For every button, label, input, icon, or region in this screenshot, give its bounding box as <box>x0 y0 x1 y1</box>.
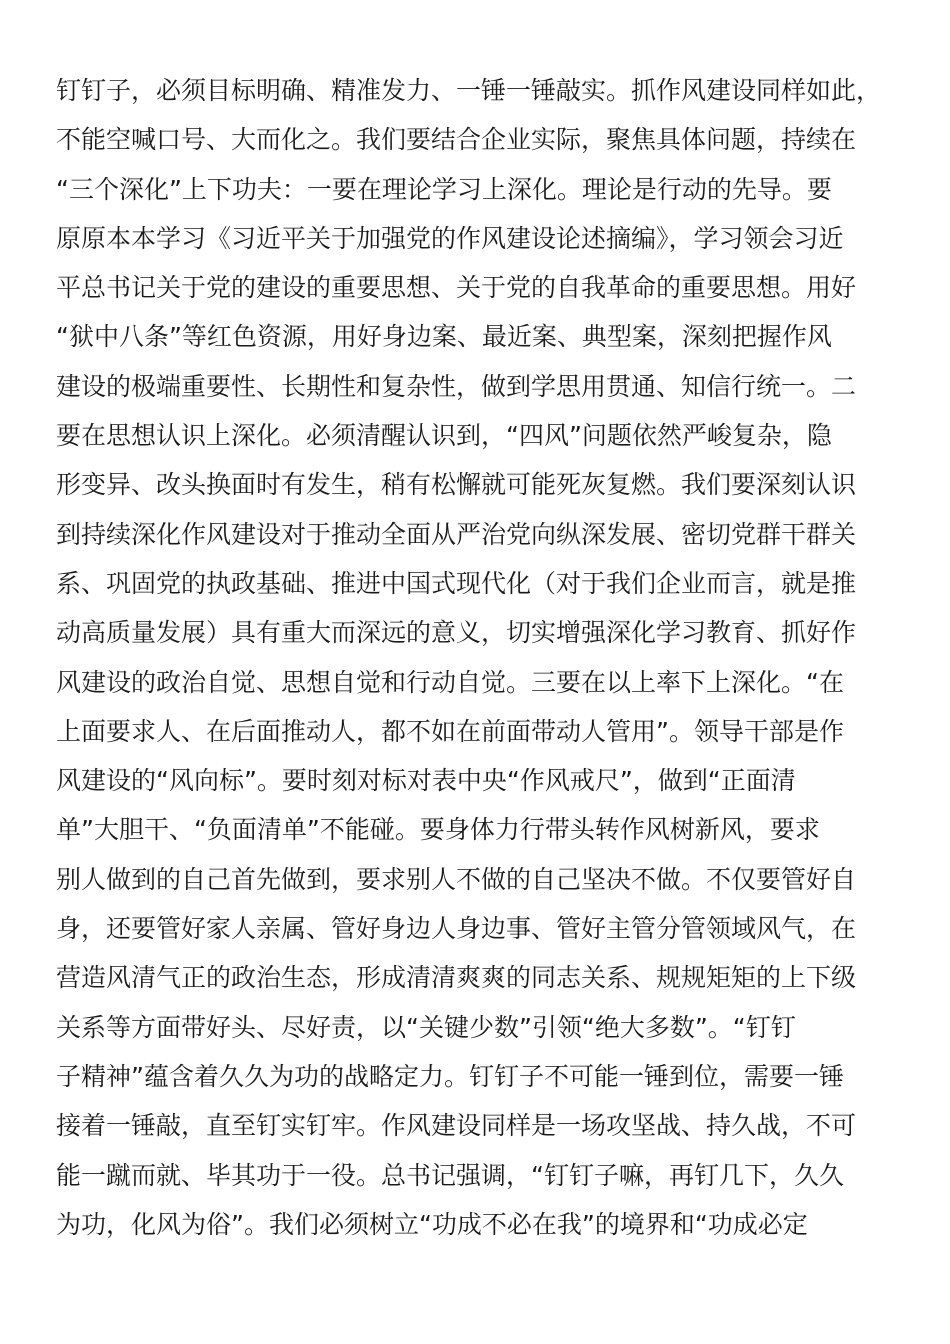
text-line: 不能空喊口号、大而化之。我们要结合企业实际，聚焦具体问题，持续在 <box>56 125 857 155</box>
text-line: 别人做到的自己首先做到，要求别人不做的自己坚决不做。不仅要管好自 <box>56 864 857 894</box>
text-line: 要在思想认识上深化。必须清醒认识到，“四风”问题依然严峻复杂，隐 <box>56 421 832 451</box>
text-line: 风建设的政治自觉、思想自觉和行动自觉。三要在以上率下上深化。“在 <box>56 667 844 697</box>
text-line: 钉钉子，必须目标明确、精准发力、一锤一锤敲实。抓作风建设同样如此， <box>56 76 882 105</box>
text-line: 原原本本学习《习近平关于加强党的作风建设论述摘编》，学习领会习近 <box>56 223 844 253</box>
text-line: 营造风清气正的政治生态，形成清清爽爽的同志关系、规规矩矩的上下级 <box>56 963 857 993</box>
text-line: 单”大胆干、“负面清单”不能碰。要身体力行带头转作风树新风，要求 <box>56 815 820 845</box>
text-line: 系、巩固党的执政基础、推进中国式现代化（对于我们企业而言，就是推 <box>56 568 857 598</box>
body-text <box>56 66 896 1249</box>
text-line: 平总书记关于党的建设的重要思想、关于党的自我革命的重要思想。用好 <box>56 273 857 303</box>
text-line: 风建设的“风向标”。要时刻对标对表中央“作风戒尺”，做到“正面清 <box>56 766 796 796</box>
text-line: 建设的极端重要性、长期性和复杂性，做到学思用贯通、知信行统一。二 <box>56 371 857 401</box>
text-line: 到持续深化作风建设对于推动全面从严治党向纵深发展、密切党群干群关 <box>56 519 857 549</box>
text-line: 关系等方面带好头、尽好责，以“关键少数”引领“绝大多数”。“钉钉 <box>56 1012 796 1042</box>
text-line: 子精神”蕴含着久久为功的战略定力。钉钉子不可能一锤到位，需要一锤 <box>56 1061 844 1091</box>
text-line: 形变异、改头换面时有发生，稍有松懈就可能死灰复燃。我们要深刻认识 <box>56 470 857 500</box>
text-line: “三个深化”上下功夫：一要在理论学习上深化。理论是行动的先导。要 <box>56 174 832 204</box>
text-line: 接着一锤敲，直至钉实钉牢。作风建设同样是一场攻坚战、持久战，不可 <box>56 1111 857 1141</box>
text-line: 为功，化风为俗”。我们必须树立“功成不必在我”的境界和“功成必定 <box>56 1209 808 1239</box>
text-line: 能一蹴而就、毕其功于一役。总书记强调，“钉钉子嘛，再钉几下，久久 <box>56 1160 844 1190</box>
text-line: 上面要求人、在后面推动人，都不如在前面带动人管用”。领导干部是作 <box>56 716 844 746</box>
text-line: 身，还要管好家人亲属、管好身边人身边事、管好主管分管领域风气，在 <box>56 914 857 944</box>
text-line: 动高质量发展）具有重大而深远的意义，切实增强深化学习教育、抓好作 <box>56 618 857 648</box>
text-line: “狱中八条”等红色资源，用好身边案、最近案、典型案，深刻把握作风 <box>56 322 832 352</box>
